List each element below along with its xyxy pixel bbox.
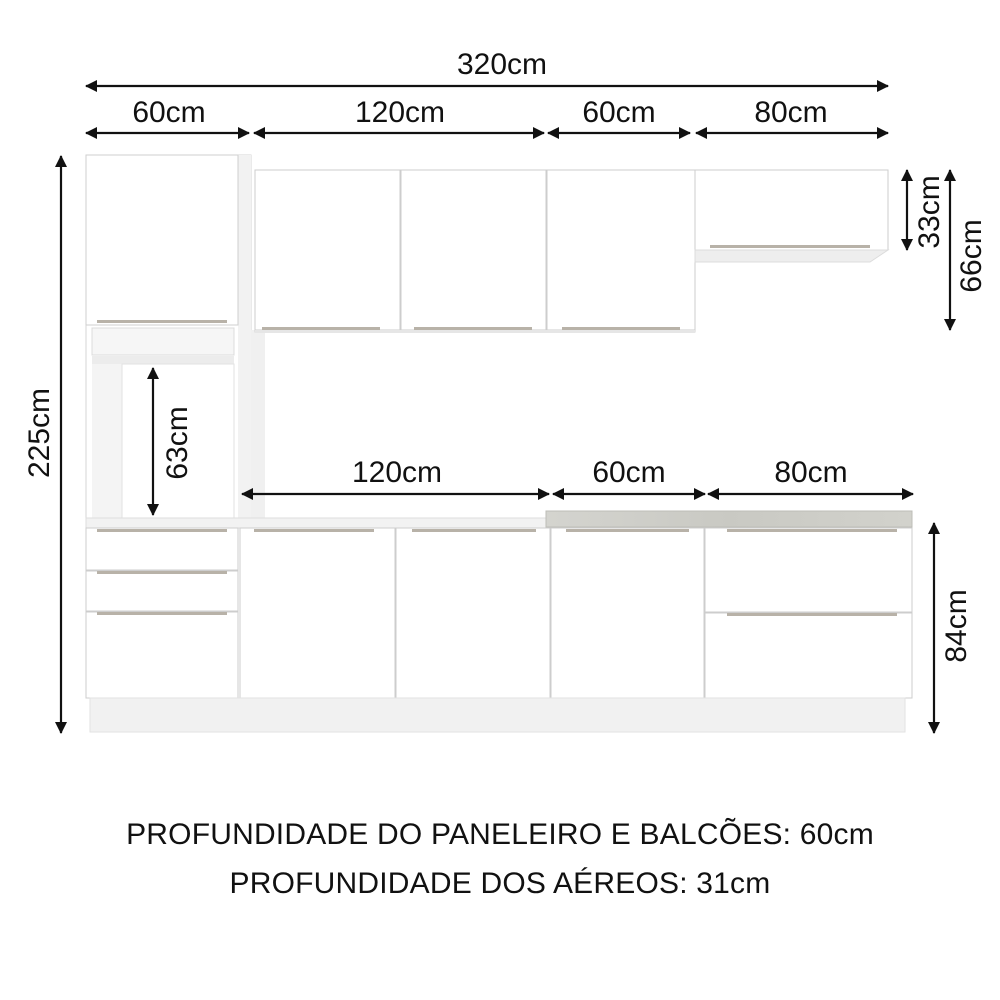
base-drawer-4	[705, 528, 912, 612]
label-niche-height: 63cm	[161, 406, 194, 480]
top-right-handle	[710, 245, 870, 248]
base-cabinets	[86, 511, 912, 732]
label-33: 33cm	[913, 175, 946, 249]
label-total-height: 225cm	[23, 387, 56, 479]
upper-door-2	[401, 170, 546, 330]
pantry-top-handle	[97, 320, 227, 323]
base-drawer-5	[705, 613, 912, 698]
label-upper-60a: 60cm	[132, 96, 206, 129]
base-handle-3	[566, 529, 689, 532]
upper-handle-1	[262, 327, 380, 330]
label-base-height: 84cm	[940, 589, 973, 663]
pantry-niche-side	[92, 364, 122, 524]
base-top-white	[86, 518, 546, 528]
base-door-2	[396, 528, 550, 698]
drawer-3	[86, 612, 238, 698]
label-base-120: 120cm	[351, 456, 443, 489]
plinth	[90, 698, 905, 732]
depth-note-upper: PROFUNDIDADE DOS AÉREOS: 31cm	[229, 867, 771, 900]
label-base-60: 60cm	[592, 456, 666, 489]
label-base-80: 80cm	[774, 456, 848, 489]
upper-bottom-edge	[255, 330, 695, 333]
label-upper-120: 120cm	[354, 96, 446, 129]
base-door-1	[240, 528, 395, 698]
label-upper-80: 80cm	[754, 96, 828, 129]
pantry-top-door	[86, 155, 238, 325]
stone-countertop	[546, 511, 912, 527]
label-66: 66cm	[955, 219, 988, 293]
drawer-handle-3	[97, 612, 227, 615]
base-handle-1	[254, 529, 374, 532]
drawer-handle-2	[97, 571, 227, 574]
base-door-3	[551, 528, 704, 698]
upper-door-1	[255, 170, 400, 330]
drawer-1	[86, 528, 238, 570]
upper-cabinets	[255, 170, 695, 333]
top-right-door	[695, 170, 888, 250]
pantry-niche-shelf	[92, 356, 234, 364]
upper-door-3	[547, 170, 695, 330]
base-handle-4	[727, 529, 897, 532]
depth-note-base: PROFUNDIDADE DO PANELEIRO E BALCÕES: 60cm	[126, 818, 874, 851]
top-right-bottom	[695, 250, 888, 262]
pantry-niche-upper	[92, 328, 234, 355]
base-handle-2	[412, 529, 536, 532]
base-handle-5	[727, 613, 897, 616]
side-wall-panel	[251, 330, 265, 526]
label-upper-60b: 60cm	[582, 96, 656, 129]
label-total-width: 320cm	[456, 48, 548, 81]
drawer-2	[86, 571, 238, 611]
drawer-handle-1	[97, 529, 227, 532]
upper-handle-2	[414, 327, 532, 330]
top-right-cabinet	[695, 170, 888, 262]
pantry-side-panel	[238, 155, 251, 526]
upper-handle-3	[562, 327, 680, 330]
